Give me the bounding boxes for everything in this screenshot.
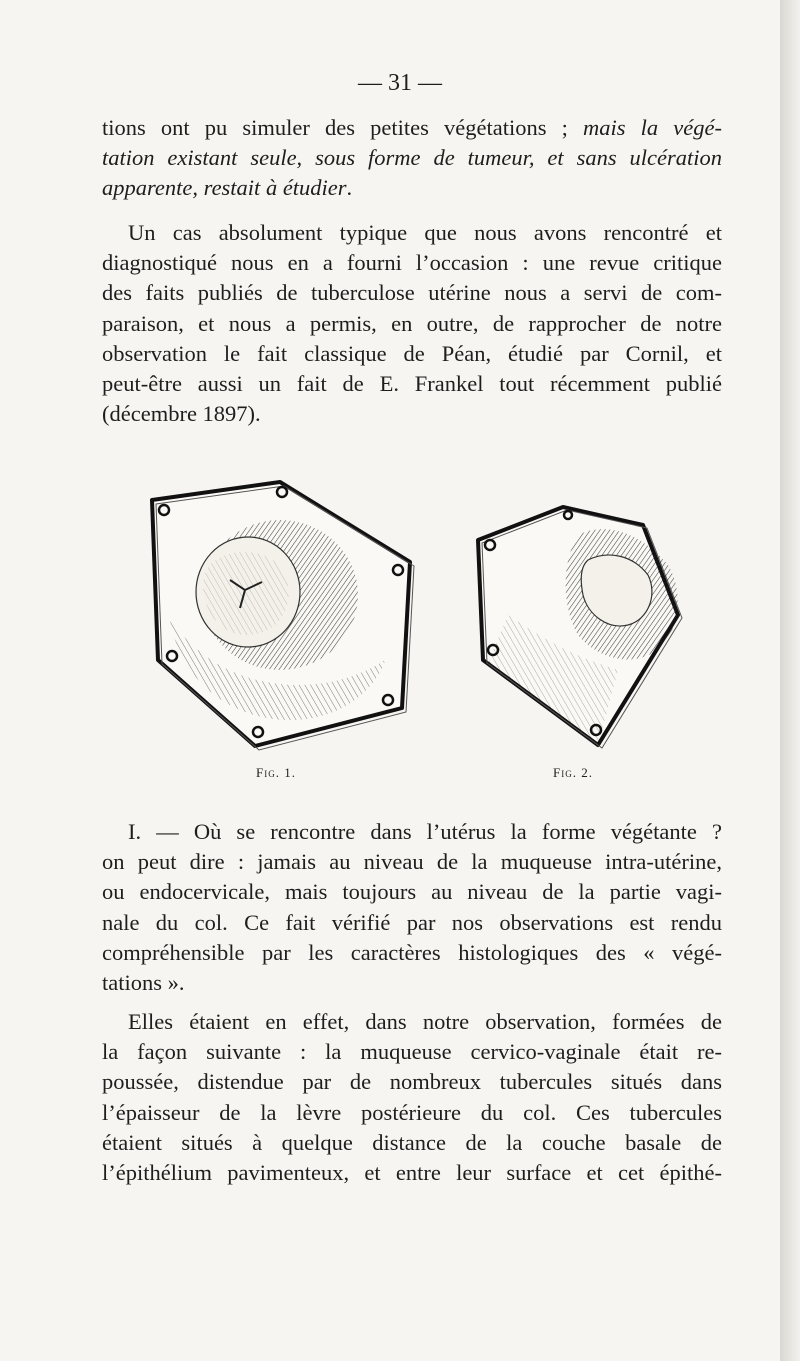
paragraph-1 — [102, 113, 722, 204]
paragraph-3 — [102, 817, 722, 998]
page-edge — [780, 0, 800, 1361]
text-line: tations ». — [102, 970, 185, 996]
text-line: tions ont pu simuler des petites végétations ; mais la végé- — [102, 115, 722, 140]
paragraph-2 — [102, 218, 722, 429]
text-line: la façon suivante : la muqueuse cervico-vaginale était re- — [102, 1039, 722, 1065]
text-line: compréhensible par les caractères histologiques des « végé- — [102, 939, 722, 965]
text-line: étaient situés à quelque distance de la couche basale de — [102, 1129, 722, 1155]
text-line: ou endocervicale, mais toujours au niveau de la partie vagi- — [102, 879, 722, 905]
figure-1-caption: Fig. 1. — [256, 765, 296, 780]
text-line: I. — Où se rencontre dans l’utérus la forme végétante ? — [128, 819, 722, 844]
text-line: des faits publiés de tuberculose utérine nous a servi de com- — [102, 280, 722, 306]
figure-1-illustration — [140, 470, 430, 760]
text-line: l’épaisseur de la lèvre postérieure du col. Ces tubercules — [102, 1099, 722, 1125]
text-line: on peut dire : jamais au niveau de la muqueuse intra-utérine, — [102, 849, 722, 875]
text-line: l’épithélium pavimenteux, et entre leur surface et cet épithé- — [102, 1160, 722, 1186]
text-line: diagnostiqué nous en a fourni l’occasion : une revue critique — [102, 250, 722, 276]
text-line: observation le fait classique de Péan, étudié par Cornil, et — [102, 340, 722, 366]
text-line: Elles étaient en effet, dans notre observation, formées de — [128, 1009, 722, 1034]
text-line: apparente, restait à étudier. — [102, 175, 353, 201]
text-line: nale du col. Ce fait vérifié par nos observations est rendu — [102, 909, 722, 935]
text-line: poussée, distendue par de nombreux tubercules situés dans — [102, 1069, 722, 1095]
text-line: paraison, et nous a permis, en outre, de rapprocher de notre — [102, 310, 722, 336]
text-line: (décembre 1897). — [102, 401, 261, 427]
text-line: Un cas absolument typique que nous avons rencontré et — [128, 220, 722, 245]
figure-2-illustration — [468, 495, 688, 760]
text-line: peut-être aussi un fait de E. Frankel tout récemment publié — [102, 371, 722, 397]
paragraph-4 — [102, 1007, 722, 1188]
page-number: — 31 — — [358, 70, 442, 96]
text-line: tation existant seule, sous forme de tumeur, et sans ulcération — [102, 145, 722, 171]
figure-2-caption: Fig. 2. — [553, 765, 593, 780]
